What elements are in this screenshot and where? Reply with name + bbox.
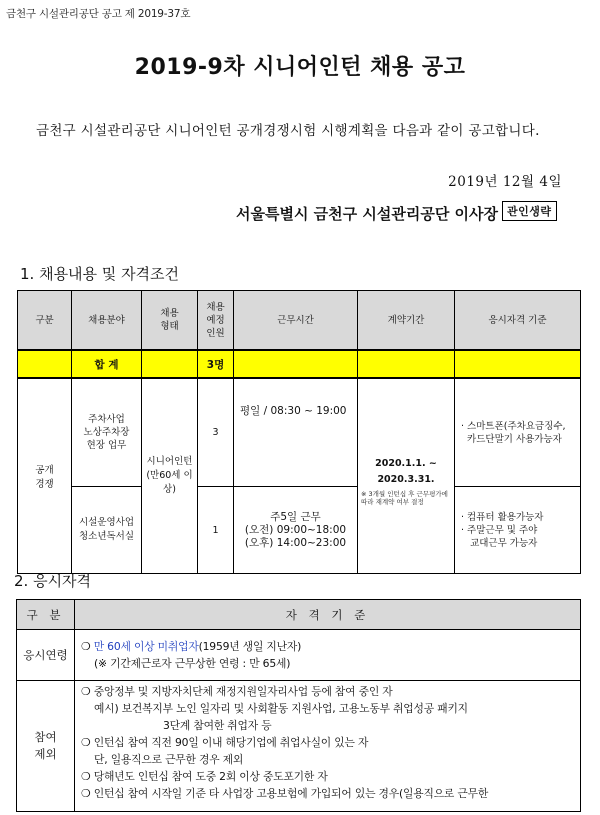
count-cell: 3	[198, 378, 234, 487]
list-item: ❍ 인턴십 참여 시작일 기준 타 사업장 고용보험에 가입되어 있는 경우(일용직으로 근무한	[81, 787, 489, 800]
age-label: 응시연령	[17, 630, 75, 681]
header-contract-period: 계약기간	[358, 291, 455, 351]
bullet-icon: ❍	[81, 640, 91, 653]
hours-cell: 평일 / 08:30 ~ 19:00	[234, 378, 358, 487]
notice-number: 금천구 시설관리공단 공고 제 2019-37호	[6, 8, 191, 20]
total-row	[18, 350, 581, 378]
section1-title: 1. 채용내용 및 자격조건	[20, 265, 180, 283]
age-highlight: 만 60세 이상 미취업자	[93, 640, 199, 653]
eligibility-table	[16, 599, 581, 812]
table-row	[17, 681, 581, 812]
count-cell: 1	[198, 487, 234, 574]
header-criteria: 자 격 기 준	[75, 600, 581, 630]
list-item: 단, 일용직으로 근무한 경우 제외	[94, 753, 244, 766]
page-title: 2019-9차 시니어인턴 채용 공고	[134, 55, 466, 80]
header-working-hours: 근무시간	[234, 291, 358, 351]
header-qualification: 응시자격 기준	[455, 291, 581, 351]
field-cell: 주차사업 노상주차장 현장 업무	[72, 378, 142, 487]
list-item: ❍ 중앙정부 및 지방자치단체 재정지원일자리사업 등에 참여 중인 자	[81, 685, 393, 698]
header-planned-count: 채용 예정 인원	[198, 291, 234, 351]
header-category: 구 분	[17, 600, 75, 630]
header-category: 구분	[18, 291, 72, 351]
intro-text: 금천구 시설관리공단 시니어인턴 공개경쟁시험 시행계획을 다음과 같이 공고합니다.	[36, 123, 540, 139]
table-header-row	[17, 600, 581, 630]
header-field: 채용분야	[72, 291, 142, 351]
list-item: ❍ 당해년도 인턴십 참여 도중 2회 이상 중도포기한 자	[81, 770, 328, 783]
exclusion-label: 참여 제외	[17, 681, 75, 812]
age-criteria: ❍ 만 60세 이상 미취업자(1959년 생일 지난자) (※ 기간제근로자 근무상한 연령 : 만 65세)	[75, 630, 581, 681]
issuer-name: 서울특별시 금천구 시설관리공단 이사장	[236, 205, 498, 223]
field-cell: 시설운영사업 청소년독서실	[72, 487, 142, 574]
announcement-date: 2019년 12월 4일	[448, 174, 562, 190]
total-count: 3명	[198, 350, 234, 378]
seal-omitted-stamp: 관인생략	[502, 201, 557, 221]
qualification-cell: · 컴퓨터 활용가능자 · 주말근무 및 주야 교대근무 가능자	[455, 487, 581, 574]
total-label: 합 계	[72, 350, 142, 378]
table-header-row	[18, 291, 581, 351]
hours-cell: 주5일 근무 (오전) 09:00~18:00 (오후) 14:00~23:00	[234, 487, 358, 574]
exclusion-criteria	[75, 681, 581, 812]
table-row	[17, 630, 581, 681]
employment-type-cell: 시니어인턴 (만60세 이상)	[142, 378, 198, 574]
recruitment-table	[17, 290, 581, 574]
age-note: (※ 기간제근로자 근무상한 연령 : 만 65세)	[94, 657, 291, 670]
section2-title: 2. 응시자격	[14, 572, 92, 590]
header-employment-type: 채용 형태	[142, 291, 198, 351]
table-row	[18, 487, 581, 574]
qualification-cell: · 스마트폰(주차요금징수, 카드단말기 사용가능자	[455, 378, 581, 487]
list-item: 3단계 참여한 취업자 등	[163, 719, 272, 732]
list-item: ❍ 인턴십 참여 직전 90일 이내 해당기업에 취업사실이 있는 자	[81, 736, 369, 749]
table-row	[18, 378, 581, 487]
contract-cell: 2020.1.1. ~ 2020.3.31. ※ 3개월 인턴십 후 근무평가에 따라 재계약 여부 결정	[358, 378, 455, 574]
list-item: 예시) 보건복지부 노인 일자리 및 사회활동 지원사업, 고용노동부 취업성공 패키지	[94, 702, 468, 715]
category-cell: 공개 경쟁	[18, 378, 72, 574]
contract-note: ※ 3개월 인턴십 후 근무평가에 따라 재계약 여부 결정	[361, 490, 448, 506]
